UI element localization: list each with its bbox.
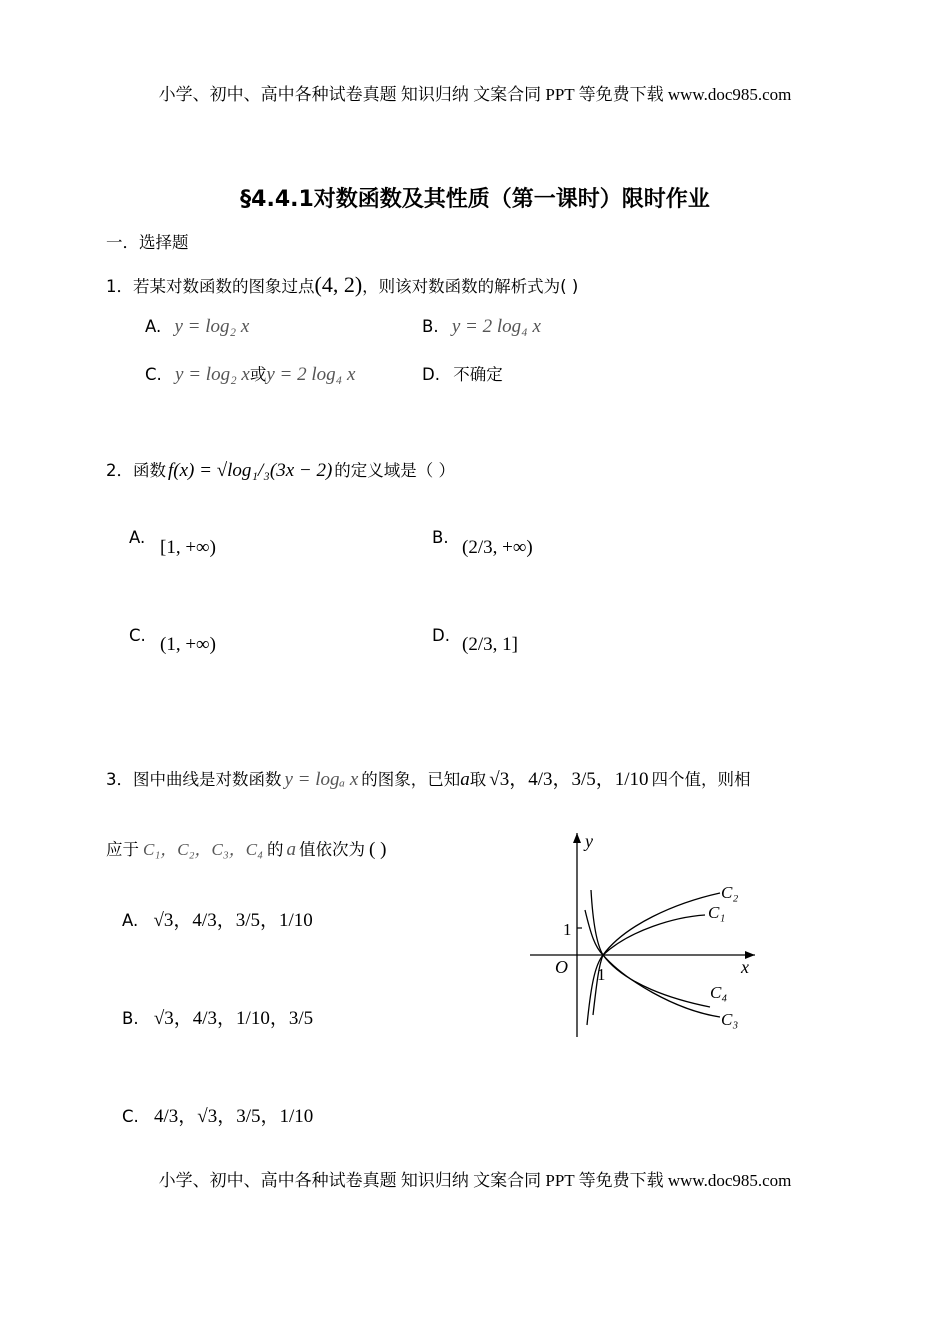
q1-suffix: ，则该对数函数的解析式为( ) <box>362 277 579 296</box>
q2-b-interval: (2/3, +∞) <box>462 537 533 558</box>
question-3-line-1 <box>106 764 751 791</box>
section-heading: 一．选择题 <box>106 233 189 252</box>
x-one-label: 1 <box>597 965 606 984</box>
q1-option-d[interactable] <box>422 361 503 385</box>
y-one-label: 1 <box>563 920 572 939</box>
curve-c1 <box>593 915 705 1015</box>
c4-label: C₄ <box>710 983 728 1002</box>
q3-mid3: 四个值，则相 <box>651 770 751 789</box>
q3-mid1: 的图象，已知 <box>361 770 461 789</box>
q2-c-interval: (1, +∞) <box>160 634 216 655</box>
q3-values: √3，4/3，3/5，1/10 <box>489 769 649 790</box>
q1-option-b[interactable] <box>422 316 541 338</box>
q2-option-a[interactable] <box>129 528 145 547</box>
option-label: C. <box>129 626 146 645</box>
origin-label: O <box>555 957 568 977</box>
x-label: x <box>741 957 749 977</box>
q1-option-c[interactable] <box>145 361 355 386</box>
option-label: A. <box>145 317 162 336</box>
question-1 <box>106 272 578 298</box>
q3-option-a[interactable] <box>122 905 313 932</box>
q3-curves: C₁，C₂，C₃，C₄ <box>143 840 263 859</box>
q3-paren: ( ) <box>369 839 387 860</box>
q1-c-formula-2: y = 2 log₄ x <box>266 364 356 385</box>
q3-a: a <box>460 769 470 790</box>
q2-a-interval: [1, +∞) <box>160 537 216 558</box>
q3-line2-mid: 的 <box>267 840 284 859</box>
q3-prefix: 3．图中曲线是对数函数 <box>106 770 282 789</box>
q2-option-d[interactable] <box>432 626 450 645</box>
q2-option-c[interactable] <box>129 626 146 645</box>
q1-c-formula-1: y = log₂ x <box>175 364 250 385</box>
footer-banner: 小学、初中、高中各种试卷真题 知识归纳 文案合同 PPT 等免费下载 www.doc985.com <box>158 1171 792 1190</box>
c1-label: C₁ <box>708 903 726 922</box>
option-label: C. <box>122 1107 139 1126</box>
page-title: §4.4.1对数函数及其性质（第一课时）限时作业 <box>240 187 710 212</box>
header-banner: 小学、初中、高中各种试卷真题 知识归纳 文案合同 PPT 等免费下载 www.doc985.com <box>158 85 792 104</box>
option-label: D. <box>422 365 440 384</box>
q3-option-b[interactable] <box>122 1003 313 1030</box>
option-label: B. <box>122 1009 139 1028</box>
log-graph <box>525 825 765 1040</box>
c2-label: C₂ <box>721 883 739 902</box>
q3-line2-prefix: 应于 <box>106 840 139 859</box>
question-3-line-2 <box>106 835 386 861</box>
q3-a-values: √3，4/3，3/5，1/10 <box>153 910 313 931</box>
q1-c-or: 或 <box>249 365 267 384</box>
question-2 <box>106 457 455 482</box>
option-label: A. <box>129 528 146 547</box>
option-label: C. <box>145 365 162 384</box>
c3-label: C₃ <box>721 1010 739 1029</box>
q1-point: (4, 2) <box>314 272 363 297</box>
q2-function: f(x) = √log₁/₃(3x − 2) <box>168 460 333 481</box>
q3-a-2: a <box>286 839 296 860</box>
q1-a-formula: y = log₂ x <box>174 316 250 337</box>
q2-prefix: 2．函数 <box>106 461 166 480</box>
q1-prefix: 1．若某对数函数的图象过点 <box>106 277 315 296</box>
q1-option-a[interactable] <box>145 316 249 338</box>
option-label: B. <box>422 317 439 336</box>
q3-function: y = logₐ x <box>284 769 359 790</box>
q3-c-values: 4/3，√3，3/5，1/10 <box>154 1106 314 1127</box>
q3-mid2: 取 <box>469 770 487 789</box>
q3-line2-suffix: 值依次为 <box>299 840 365 859</box>
q2-d-interval: (2/3, 1] <box>462 634 518 655</box>
y-label: y <box>585 831 593 851</box>
q3-b-values: √3，4/3，1/10，3/5 <box>153 1008 314 1029</box>
option-label: B. <box>432 528 449 547</box>
y-axis-arrow <box>573 833 581 843</box>
q1-d-text: 不确定 <box>453 365 503 384</box>
option-label: A. <box>122 911 139 930</box>
q3-option-c[interactable] <box>122 1101 313 1128</box>
q1-b-formula: y = 2 log₄ x <box>451 316 541 337</box>
option-label: D. <box>432 626 450 645</box>
q2-option-b[interactable] <box>432 528 449 547</box>
q2-suffix: 的定义域是（ ） <box>334 461 456 480</box>
